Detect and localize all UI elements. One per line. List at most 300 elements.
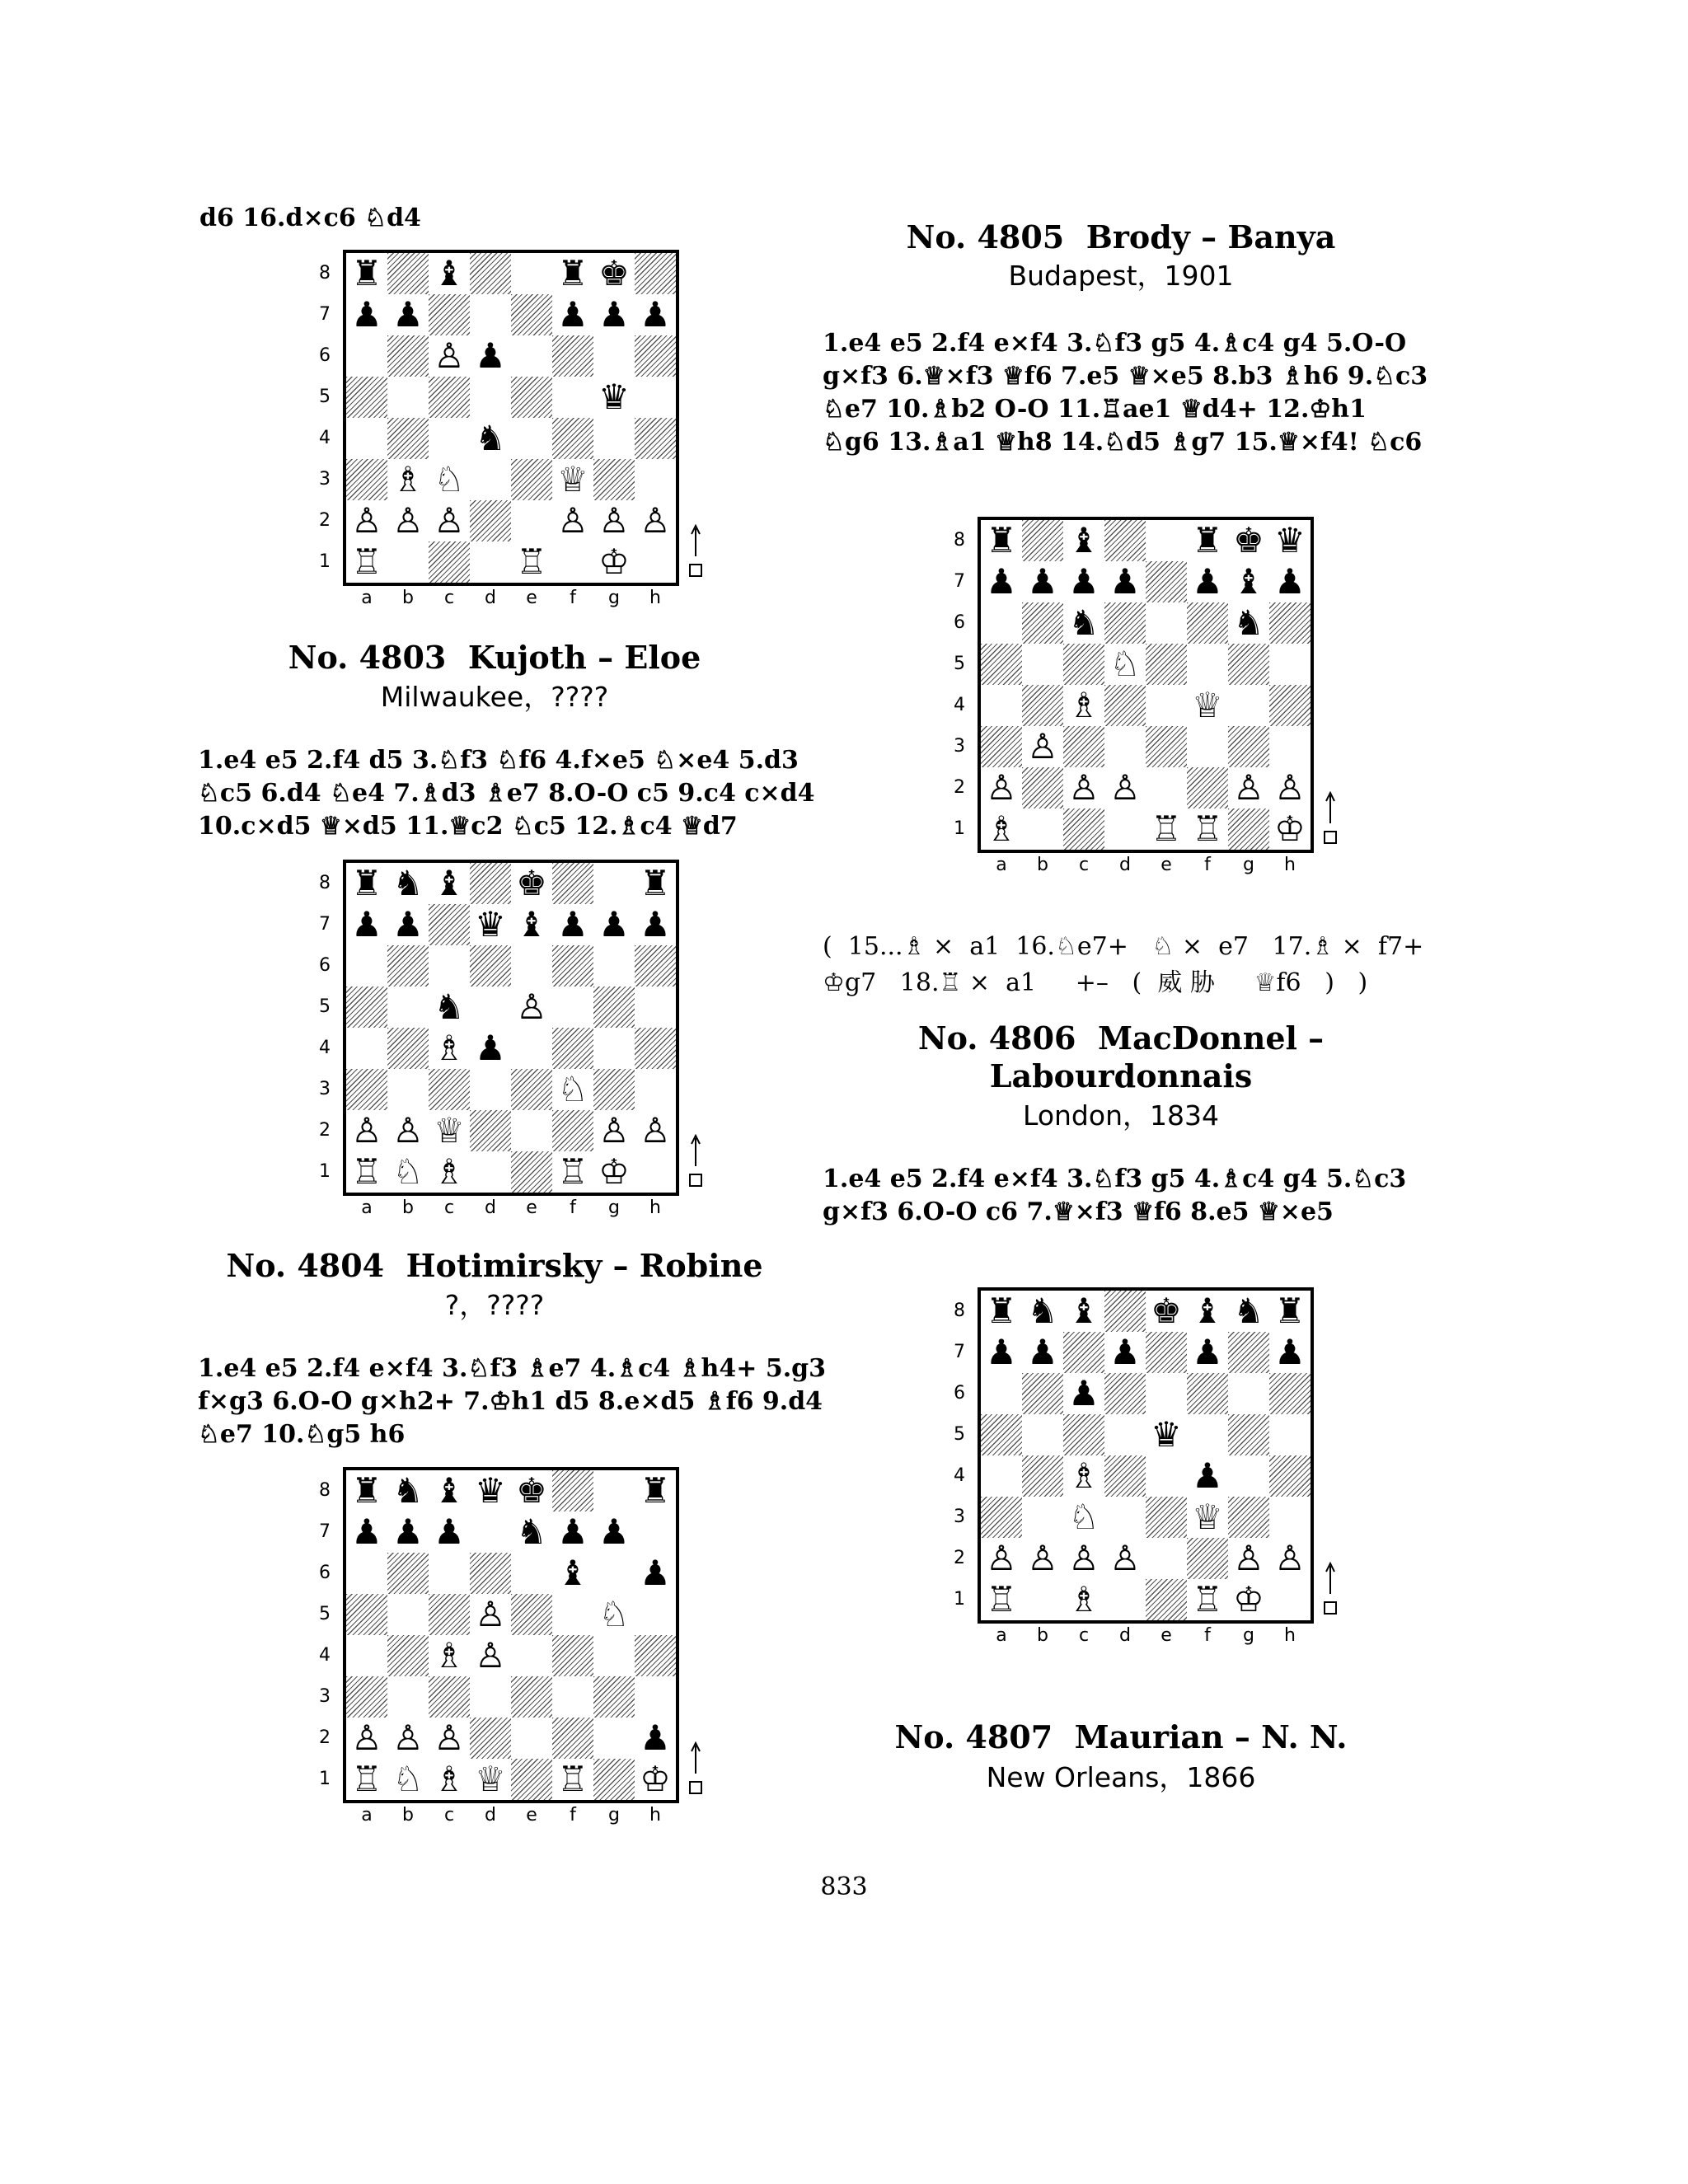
board-square-a4 [981, 1455, 1022, 1497]
white-bishop-icon: ♗ [429, 1759, 470, 1800]
board-square-d7 [470, 294, 511, 335]
file-label: b [402, 1197, 414, 1218]
black-pawn-icon: ♟ [1187, 1332, 1228, 1373]
white-bishop-icon: ♗ [981, 808, 1022, 850]
black-knight-icon: ♞ [429, 987, 470, 1028]
chess-diagram [945, 1287, 1340, 1650]
white-queen-icon: ♕ [1187, 1497, 1228, 1538]
board-square-f4 [552, 418, 593, 459]
game-moves-line: ♘e7 10.♗b2 O-O 11.♖ae1 ♕d4+ 12.♔h1 [823, 395, 1367, 424]
white-queen-icon: ♕ [552, 459, 593, 500]
board-square-h5 [1269, 644, 1311, 685]
board-square-c7 [429, 904, 470, 945]
black-pawn-icon: ♟ [346, 904, 387, 945]
board-square-c1 [429, 541, 470, 583]
board-square-d6 [470, 335, 511, 377]
board-square-d3 [470, 459, 511, 500]
board-square-f2 [552, 1110, 593, 1151]
board-square-b7 [387, 1511, 429, 1553]
board-square-e8 [1146, 1291, 1187, 1332]
black-knight-icon: ♞ [1022, 1291, 1063, 1332]
board-square-a4 [981, 685, 1022, 726]
board-square-f1 [552, 1759, 593, 1800]
board-square-a2 [346, 500, 387, 541]
board-square-e7 [511, 294, 552, 335]
black-king-icon: ♚ [593, 253, 635, 294]
game-moves-line: f×g3 6.O-O g×h2+ 7.♔h1 d5 8.e×d5 ♗f6 9.d4 [198, 1387, 823, 1416]
white-king-icon: ♔ [635, 1759, 676, 1800]
rank-label: 6 [319, 345, 331, 366]
black-pawn-icon: ♟ [981, 1332, 1022, 1373]
game-number: No. 4806 [917, 1019, 1076, 1057]
board-square-f8 [552, 863, 593, 904]
board-square-e5 [511, 1594, 552, 1635]
file-label: a [361, 1805, 373, 1825]
board-square-h3 [1269, 726, 1311, 767]
board-square-a4 [346, 1635, 387, 1676]
board-square-g1 [1228, 808, 1269, 850]
board-square-h2 [1269, 767, 1311, 808]
board-square-e6 [511, 335, 552, 377]
board-square-e5 [1146, 1414, 1187, 1455]
rank-label: 7 [954, 1342, 965, 1362]
board-square-a8 [346, 863, 387, 904]
rank-label: 7 [954, 571, 965, 592]
white-pawn-icon: ♙ [429, 1718, 470, 1759]
board-square-f6 [552, 1553, 593, 1594]
board-square-d6 [470, 1553, 511, 1594]
board-square-b4 [387, 1028, 429, 1069]
board-square-g8 [1228, 520, 1269, 561]
continuation-moves: d6 16.d×c6 ♘d4 [199, 204, 421, 232]
board-square-h4 [635, 1635, 676, 1676]
board-square-c3 [429, 1069, 470, 1110]
board-square-b5 [387, 377, 429, 418]
board-square-g4 [593, 418, 635, 459]
file-label: d [485, 1197, 496, 1218]
white-knight-icon: ♘ [593, 1594, 635, 1635]
white-knight-icon: ♘ [387, 1151, 429, 1193]
board-square-g3 [593, 459, 635, 500]
game-title [824, 1019, 1418, 1057]
white-rook-icon: ♖ [1187, 808, 1228, 850]
white-pawn-icon: ♙ [1104, 1538, 1146, 1579]
black-queen-icon: ♛ [470, 1470, 511, 1511]
board-square-g3 [1228, 1497, 1269, 1538]
board-square-f7 [1187, 561, 1228, 602]
board-square-a4 [346, 418, 387, 459]
black-pawn-icon: ♟ [387, 1511, 429, 1553]
file-label: a [996, 855, 1007, 875]
board-square-d6 [1104, 602, 1146, 644]
game-title [824, 1718, 1418, 1756]
board-square-h1 [1269, 808, 1311, 850]
board-square-a7 [981, 1332, 1022, 1373]
board-square-e2 [1146, 1538, 1187, 1579]
board-square-h3 [635, 1676, 676, 1718]
board-square-a7 [981, 561, 1022, 602]
board-square-a5 [981, 644, 1022, 685]
page-number: 833 [820, 1872, 868, 1901]
board-square-a3 [981, 1497, 1022, 1538]
black-pawn-icon: ♟ [1022, 561, 1063, 602]
board-square-d4 [470, 1635, 511, 1676]
black-bishop-icon: ♝ [429, 253, 470, 294]
file-label: a [361, 1197, 373, 1218]
board-square-g5 [1228, 644, 1269, 685]
board-square-d2 [1104, 767, 1146, 808]
board-square-e8 [511, 253, 552, 294]
board-square-b2 [1022, 1538, 1063, 1579]
board-square-b6 [387, 945, 429, 987]
file-label: c [443, 1197, 455, 1218]
white-pawn-icon: ♙ [1228, 767, 1269, 808]
board-square-h4 [635, 418, 676, 459]
board-square-g2 [593, 1718, 635, 1759]
file-label: g [608, 1197, 620, 1218]
game-moves-line: 1.e4 e5 2.f4 e×f4 3.♘f3 g5 4.♗c4 g4 5.♘c3 [823, 1165, 1407, 1193]
board-square-g3 [1228, 726, 1269, 767]
black-rook-icon: ♜ [1269, 1291, 1311, 1332]
file-label: c [443, 588, 455, 608]
board-square-h5 [635, 377, 676, 418]
board-square-a3 [346, 1069, 387, 1110]
black-pawn-icon: ♟ [1187, 561, 1228, 602]
board-square-b8 [1022, 520, 1063, 561]
game-players: Maurian – N. N. [1074, 1718, 1348, 1755]
game-title [198, 639, 791, 677]
board-square-c1 [429, 1151, 470, 1193]
black-pawn-icon: ♟ [593, 1511, 635, 1553]
board-square-c2 [1063, 1538, 1104, 1579]
board-square-c6 [429, 945, 470, 987]
black-pawn-icon: ♟ [346, 294, 387, 335]
white-pawn-icon: ♙ [1063, 1538, 1104, 1579]
black-rook-icon: ♜ [981, 520, 1022, 561]
board-square-e5 [511, 377, 552, 418]
board-square-a5 [346, 377, 387, 418]
board-square-c4 [429, 418, 470, 459]
board-square-a1 [346, 1759, 387, 1800]
board-square-f4 [552, 1028, 593, 1069]
board-square-e1 [1146, 808, 1187, 850]
white-rook-icon: ♖ [552, 1151, 593, 1193]
black-rook-icon: ♜ [346, 863, 387, 904]
file-label: d [1119, 1625, 1131, 1646]
board-square-a2 [346, 1718, 387, 1759]
black-knight-icon: ♞ [470, 418, 511, 459]
black-knight-icon: ♞ [387, 863, 429, 904]
board-square-b5 [1022, 644, 1063, 685]
rank-label: 3 [954, 736, 965, 757]
board-square-c8 [429, 863, 470, 904]
file-label: c [443, 1805, 455, 1825]
board-square-e7 [1146, 561, 1187, 602]
board-square-d3 [1104, 1497, 1146, 1538]
white-pawn-icon: ♙ [1022, 1538, 1063, 1579]
board-square-f6 [552, 335, 593, 377]
board-square-h3 [635, 1069, 676, 1110]
board-square-e5 [1146, 644, 1187, 685]
white-rook-icon: ♖ [552, 1759, 593, 1800]
file-label: g [1243, 1625, 1254, 1646]
white-bishop-icon: ♗ [387, 459, 429, 500]
board-square-b4 [1022, 1455, 1063, 1497]
game-place-year: London，1834 [1023, 1099, 1219, 1132]
black-queen-icon: ♛ [1269, 520, 1311, 561]
board-square-b4 [1022, 685, 1063, 726]
white-rook-icon: ♖ [511, 541, 552, 583]
board-square-c4 [1063, 1455, 1104, 1497]
white-knight-icon: ♘ [387, 1759, 429, 1800]
board-square-d2 [1104, 1538, 1146, 1579]
white-pawn-icon: ♙ [346, 1110, 387, 1151]
board-square-b3 [387, 1676, 429, 1718]
board-square-f1 [552, 541, 593, 583]
white-knight-icon: ♘ [1104, 644, 1146, 685]
black-bishop-icon: ♝ [1063, 1291, 1104, 1332]
game-moves-line: 10.c×d5 ♕×d5 11.♕c2 ♘c5 12.♗c4 ♕d7 [198, 812, 738, 841]
board-square-f6 [1187, 1373, 1228, 1414]
file-label: e [1160, 855, 1172, 875]
chess-board [978, 517, 1314, 853]
board-square-e3 [1146, 1497, 1187, 1538]
board-square-b7 [387, 294, 429, 335]
board-square-f2 [552, 1718, 593, 1759]
black-bishop-icon: ♝ [429, 1470, 470, 1511]
board-square-a6 [346, 1553, 387, 1594]
white-pawn-icon: ♙ [346, 1718, 387, 1759]
board-square-g7 [593, 294, 635, 335]
black-bishop-icon: ♝ [1063, 520, 1104, 561]
black-rook-icon: ♜ [346, 253, 387, 294]
board-square-e3 [511, 459, 552, 500]
black-pawn-icon: ♟ [635, 294, 676, 335]
board-square-a5 [346, 987, 387, 1028]
black-king-icon: ♚ [511, 863, 552, 904]
board-square-f5 [552, 987, 593, 1028]
board-square-f1 [552, 1151, 593, 1193]
board-square-g7 [593, 1511, 635, 1553]
black-pawn-icon: ♟ [1063, 561, 1104, 602]
board-square-f8 [552, 253, 593, 294]
board-square-g7 [1228, 1332, 1269, 1373]
rank-label: 7 [319, 304, 331, 325]
annotation-line: ( 15...♗ × a1 16.♘e7+ ♘ × e7 17.♗ × f7+ [823, 932, 1424, 961]
board-square-h7 [635, 294, 676, 335]
file-label: d [485, 588, 496, 608]
rank-label: 2 [954, 1548, 965, 1568]
board-square-g2 [1228, 767, 1269, 808]
board-square-g7 [1228, 561, 1269, 602]
board-square-d5 [1104, 644, 1146, 685]
board-square-h4 [1269, 1455, 1311, 1497]
game-place-year: ?，???? [444, 1289, 545, 1321]
board-square-h5 [635, 987, 676, 1028]
board-square-h2 [635, 1110, 676, 1151]
board-square-e1 [511, 1151, 552, 1193]
board-square-b8 [387, 1470, 429, 1511]
board-square-f6 [1187, 602, 1228, 644]
rank-label: 6 [319, 955, 331, 976]
black-bishop-icon: ♝ [1228, 561, 1269, 602]
board-square-h7 [635, 904, 676, 945]
file-label: b [402, 1805, 414, 1825]
board-square-c2 [429, 500, 470, 541]
black-pawn-icon: ♟ [470, 335, 511, 377]
game-moves-line: g×f3 6.O-O c6 7.♕×f3 ♕f6 8.e5 ♕×e5 [823, 1197, 1334, 1226]
board-square-a2 [981, 767, 1022, 808]
black-rook-icon: ♜ [552, 253, 593, 294]
black-pawn-icon: ♟ [346, 1511, 387, 1553]
rank-label: 7 [319, 914, 331, 935]
board-square-g2 [1228, 1538, 1269, 1579]
white-pawn-icon: ♙ [593, 500, 635, 541]
rank-label: 3 [319, 1686, 331, 1707]
game-players-continued: Labourdonnais [989, 1057, 1253, 1094]
black-bishop-icon: ♝ [429, 863, 470, 904]
white-king-icon: ♔ [1269, 808, 1311, 850]
game-players: Hotimirsky – Robine [406, 1247, 763, 1284]
file-label: a [361, 588, 373, 608]
board-square-h2 [635, 500, 676, 541]
board-square-b6 [387, 1553, 429, 1594]
board-square-g5 [1228, 1414, 1269, 1455]
file-label: h [649, 1805, 661, 1825]
game-moves-line: 1.e4 e5 2.f4 e×f4 3.♘f3 g5 4.♗c4 g4 5.O-O [823, 329, 1407, 358]
game-title [198, 1247, 791, 1285]
board-square-g4 [593, 1635, 635, 1676]
white-bishop-icon: ♗ [429, 1635, 470, 1676]
black-pawn-icon: ♟ [1187, 1455, 1228, 1497]
white-pawn-icon: ♙ [981, 1538, 1022, 1579]
board-square-c3 [1063, 726, 1104, 767]
board-square-b1 [387, 1759, 429, 1800]
board-square-g1 [593, 1151, 635, 1193]
file-label: e [1160, 1625, 1172, 1646]
rank-label: 2 [954, 777, 965, 798]
game-title [824, 218, 1418, 256]
white-rook-icon: ♖ [346, 1151, 387, 1193]
rank-label: 1 [319, 1161, 331, 1182]
white-rook-icon: ♖ [981, 1579, 1022, 1620]
board-square-d1 [1104, 1579, 1146, 1620]
file-label: g [608, 588, 620, 608]
game-moves-line: ♘e7 10.♘g5 h6 [198, 1420, 406, 1449]
board-square-b5 [1022, 1414, 1063, 1455]
board-square-f6 [552, 945, 593, 987]
board-square-f3 [1187, 726, 1228, 767]
board-square-f8 [1187, 520, 1228, 561]
board-square-e2 [511, 1110, 552, 1151]
white-pawn-icon: ♙ [635, 500, 676, 541]
board-square-f2 [552, 500, 593, 541]
board-square-c7 [1063, 561, 1104, 602]
chess-diagram [310, 250, 706, 612]
board-square-d1 [470, 541, 511, 583]
file-label: c [1078, 1625, 1090, 1646]
white-bishop-icon: ♗ [429, 1151, 470, 1193]
black-pawn-icon: ♟ [981, 561, 1022, 602]
board-square-b3 [387, 1069, 429, 1110]
board-square-b7 [1022, 1332, 1063, 1373]
white-to-move-icon [1322, 1561, 1339, 1619]
board-square-g8 [1228, 1291, 1269, 1332]
game-number: No. 4807 [894, 1718, 1053, 1755]
board-square-b5 [387, 987, 429, 1028]
board-square-b1 [1022, 808, 1063, 850]
rank-label: 5 [954, 1424, 965, 1445]
white-rook-icon: ♖ [346, 1759, 387, 1800]
black-rook-icon: ♜ [346, 1470, 387, 1511]
rank-label: 3 [319, 1079, 331, 1099]
board-square-g1 [593, 1759, 635, 1800]
board-square-h6 [635, 945, 676, 987]
rank-label: 6 [954, 1383, 965, 1404]
board-square-b5 [387, 1594, 429, 1635]
black-pawn-icon: ♟ [552, 294, 593, 335]
board-square-b3 [387, 459, 429, 500]
board-square-c4 [429, 1028, 470, 1069]
board-square-g6 [1228, 1373, 1269, 1414]
board-square-d5 [470, 377, 511, 418]
board-square-e7 [1146, 1332, 1187, 1373]
board-square-b7 [1022, 561, 1063, 602]
rank-label: 1 [954, 818, 965, 839]
file-label: c [1078, 855, 1090, 875]
board-square-c2 [429, 1718, 470, 1759]
white-pawn-icon: ♙ [981, 767, 1022, 808]
board-square-b1 [1022, 1579, 1063, 1620]
rank-label: 8 [319, 873, 331, 893]
rank-label: 1 [319, 551, 331, 572]
board-square-h7 [1269, 1332, 1311, 1373]
white-queen-icon: ♕ [429, 1110, 470, 1151]
file-label: b [402, 588, 414, 608]
file-label: f [570, 1805, 576, 1825]
board-square-g2 [593, 1110, 635, 1151]
black-bishop-icon: ♝ [552, 1553, 593, 1594]
white-pawn-icon: ♙ [387, 1718, 429, 1759]
board-square-g8 [593, 863, 635, 904]
board-square-b2 [1022, 767, 1063, 808]
black-pawn-icon: ♟ [387, 904, 429, 945]
file-label: f [570, 1197, 576, 1218]
white-pawn-icon: ♙ [346, 500, 387, 541]
board-square-c7 [1063, 1332, 1104, 1373]
board-square-e6 [1146, 602, 1187, 644]
board-square-g6 [1228, 602, 1269, 644]
board-square-g3 [593, 1676, 635, 1718]
white-knight-icon: ♘ [552, 1069, 593, 1110]
black-pawn-icon: ♟ [593, 294, 635, 335]
board-square-h6 [1269, 602, 1311, 644]
game-players: Kujoth – Eloe [467, 639, 701, 676]
white-bishop-icon: ♗ [1063, 685, 1104, 726]
rank-label: 3 [319, 469, 331, 490]
board-square-f4 [552, 1635, 593, 1676]
white-pawn-icon: ♙ [1104, 767, 1146, 808]
board-square-h5 [635, 1594, 676, 1635]
chess-board [343, 1467, 679, 1803]
board-square-b6 [1022, 602, 1063, 644]
chess-diagram [310, 1467, 706, 1830]
game-moves-line: 1.e4 e5 2.f4 d5 3.♘f3 ♘f6 4.f×e5 ♘×e4 5.d3 [198, 746, 799, 775]
board-square-h1 [635, 1151, 676, 1193]
board-square-e2 [511, 1718, 552, 1759]
board-square-h7 [635, 1511, 676, 1553]
board-square-e1 [1146, 1579, 1187, 1620]
